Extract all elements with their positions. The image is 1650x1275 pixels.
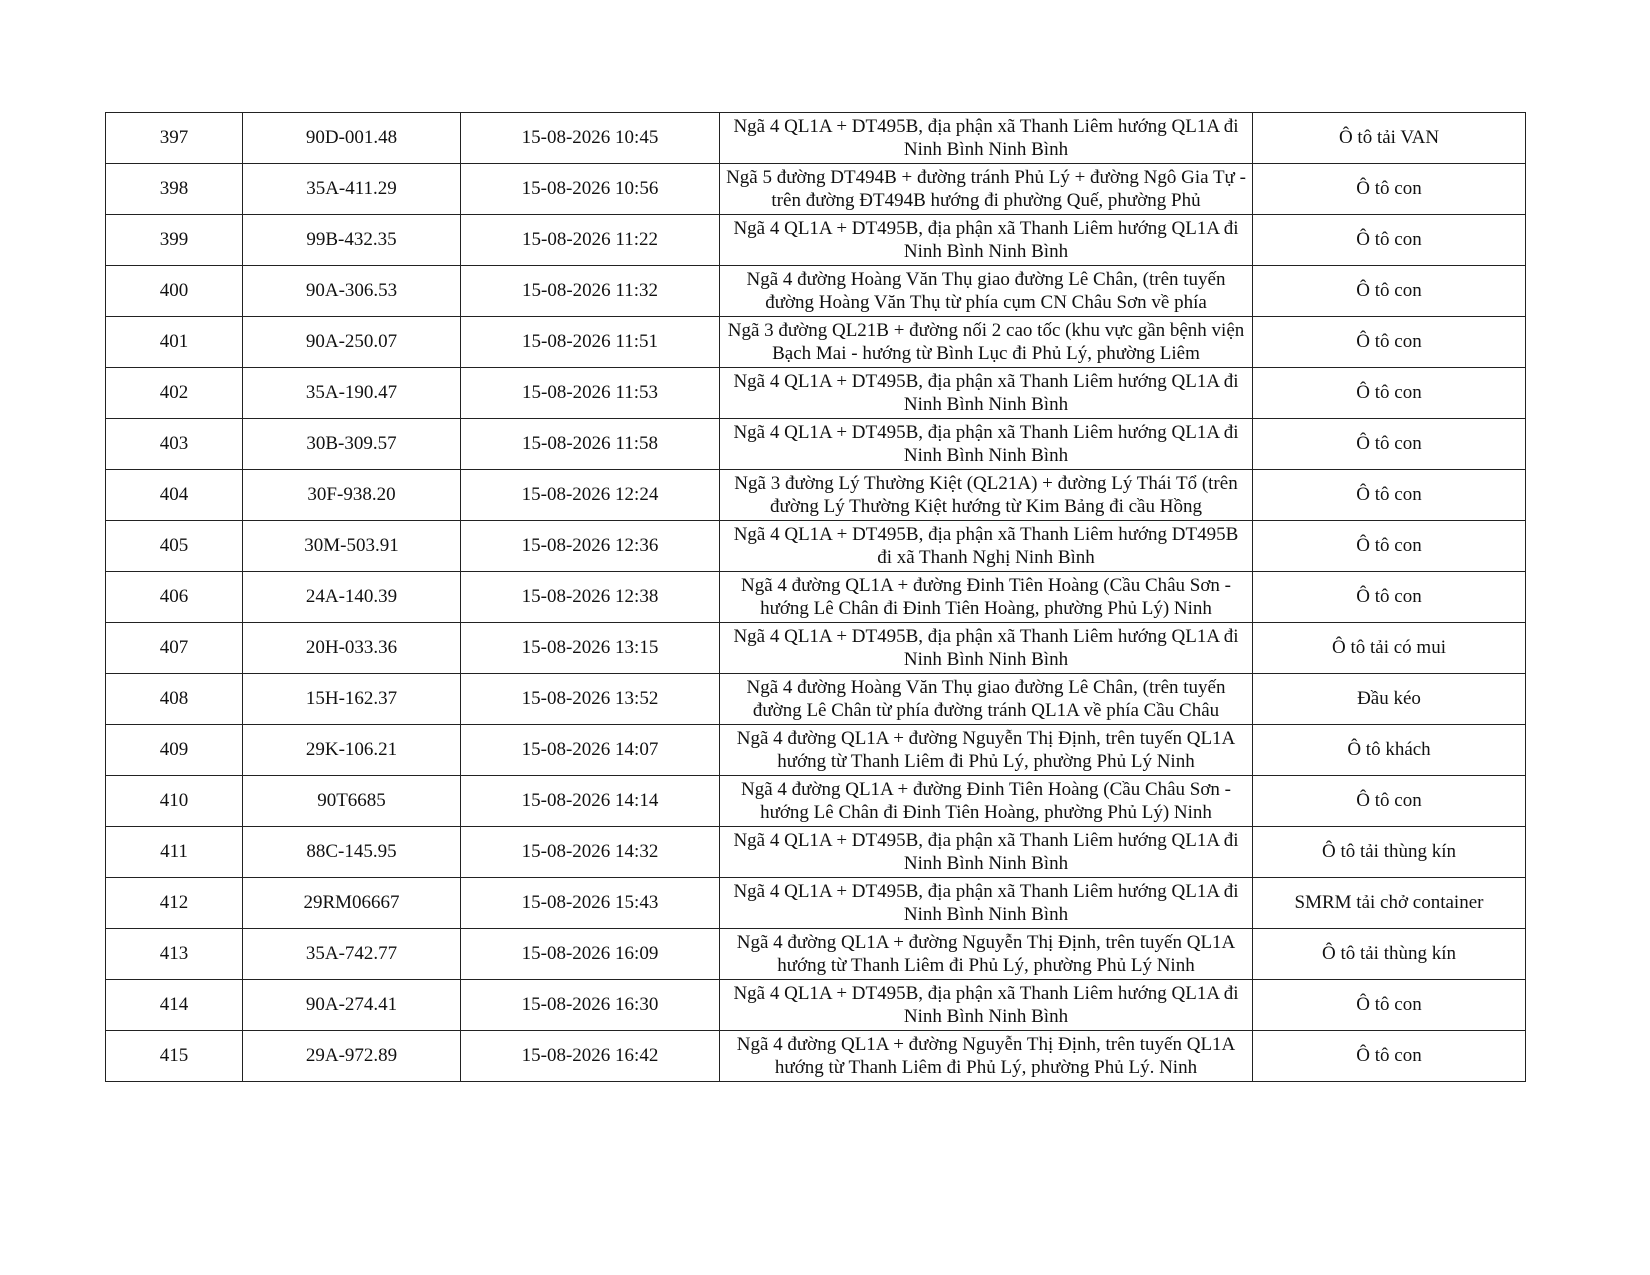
location-cell: [720, 980, 1253, 1031]
violation-time-cell: 15-08-2026 12:24: [461, 470, 720, 521]
row-number-cell: 402: [106, 368, 243, 419]
table-row: [106, 674, 1526, 725]
table-row: [106, 113, 1526, 164]
location-text: Ngã 4 QL1A + DT495B, địa phận xã Thanh Liêm hướng QL1A đi Ninh Bình Ninh Bình: [733, 626, 1239, 670]
table-row: [106, 827, 1526, 878]
table-row: [106, 980, 1526, 1031]
row-number-cell: 412: [106, 878, 243, 929]
license-plate-cell: 90A-250.07: [243, 317, 461, 368]
license-plate-cell: 20H-033.36: [243, 623, 461, 674]
vehicle-type-cell: Ô tô con: [1253, 419, 1526, 470]
location-text: Ngã 4 QL1A + DT495B, địa phận xã Thanh Liêm hướng QL1A đi Ninh Bình Ninh Bình: [733, 881, 1239, 925]
location-cell: [720, 113, 1253, 164]
location-cell: [720, 572, 1253, 623]
location-cell: [720, 929, 1253, 980]
location-cell: [720, 674, 1253, 725]
location-cell: [720, 266, 1253, 317]
vehicle-type-cell: Ô tô con: [1253, 1031, 1526, 1082]
license-plate-cell: 90A-274.41: [243, 980, 461, 1031]
location-text: Ngã 4 QL1A + DT495B, địa phận xã Thanh Liêm hướng QL1A đi Ninh Bình Ninh Bình: [733, 983, 1239, 1027]
vehicle-type-cell: Ô tô tải có mui: [1253, 623, 1526, 674]
row-number-cell: 408: [106, 674, 243, 725]
vehicle-type-cell: Ô tô con: [1253, 572, 1526, 623]
location-cell: [720, 215, 1253, 266]
row-number-cell: 407: [106, 623, 243, 674]
location-cell: [720, 878, 1253, 929]
violation-time-cell: 15-08-2026 14:07: [461, 725, 720, 776]
license-plate-cell: 29K-106.21: [243, 725, 461, 776]
license-plate-cell: 29RM06667: [243, 878, 461, 929]
table-row: [106, 470, 1526, 521]
license-plate-cell: 90D-001.48: [243, 113, 461, 164]
location-cell: [720, 368, 1253, 419]
location-text: Ngã 4 QL1A + DT495B, địa phận xã Thanh Liêm hướng QL1A đi Ninh Bình Ninh Bình: [733, 422, 1239, 466]
location-text: Ngã 4 đường QL1A + đường Đinh Tiên Hoàng (Cầu Châu Sơn - hướng Lê Chân đi Đinh Tiên Hoàng, phường Phủ Lý) Ninh: [740, 779, 1231, 823]
license-plate-cell: 90T6685: [243, 776, 461, 827]
license-plate-cell: 99B-432.35: [243, 215, 461, 266]
row-number-cell: 411: [106, 827, 243, 878]
table-row: [106, 368, 1526, 419]
license-plate-cell: 35A-190.47: [243, 368, 461, 419]
vehicle-type-cell: Ô tô khách: [1253, 725, 1526, 776]
violation-time-cell: 15-08-2026 15:43: [461, 878, 720, 929]
row-number-cell: 414: [106, 980, 243, 1031]
license-plate-cell: 24A-140.39: [243, 572, 461, 623]
violation-time-cell: 15-08-2026 13:52: [461, 674, 720, 725]
violation-time-cell: 15-08-2026 11:51: [461, 317, 720, 368]
row-number-cell: 398: [106, 164, 243, 215]
row-number-cell: 405: [106, 521, 243, 572]
location-cell: [720, 521, 1253, 572]
violation-time-cell: 15-08-2026 16:42: [461, 1031, 720, 1082]
license-plate-cell: 30F-938.20: [243, 470, 461, 521]
violation-time-cell: 15-08-2026 11:53: [461, 368, 720, 419]
row-number-cell: 413: [106, 929, 243, 980]
location-cell: [720, 419, 1253, 470]
location-text: Ngã 4 QL1A + DT495B, địa phận xã Thanh Liêm hướng QL1A đi Ninh Bình Ninh Bình: [733, 116, 1239, 160]
table-row: [106, 623, 1526, 674]
location-cell: [720, 164, 1253, 215]
license-plate-cell: 35A-742.77: [243, 929, 461, 980]
violation-time-cell: 15-08-2026 14:14: [461, 776, 720, 827]
location-cell: [720, 623, 1253, 674]
row-number-cell: 410: [106, 776, 243, 827]
violation-time-cell: 15-08-2026 11:58: [461, 419, 720, 470]
row-number-cell: 406: [106, 572, 243, 623]
location-text: Ngã 5 đường DT494B + đường tránh Phủ Lý + đường Ngô Gia Tự - trên đường ĐT494B hướng đi phường Quế, phường Phủ: [726, 167, 1246, 211]
location-text: Ngã 4 QL1A + DT495B, địa phận xã Thanh Liêm hướng QL1A đi Ninh Bình Ninh Bình: [733, 830, 1239, 874]
location-cell: [720, 317, 1253, 368]
row-number-cell: 400: [106, 266, 243, 317]
violation-time-cell: 15-08-2026 11:22: [461, 215, 720, 266]
location-cell: [720, 725, 1253, 776]
location-text: Ngã 4 đường QL1A + đường Đinh Tiên Hoàng (Cầu Châu Sơn - hướng Lê Chân đi Đinh Tiên Hoàng, phường Phủ Lý) Ninh: [740, 575, 1231, 619]
row-number-cell: 399: [106, 215, 243, 266]
license-plate-cell: 88C-145.95: [243, 827, 461, 878]
location-text: Ngã 4 đường QL1A + đường Nguyễn Thị Định, trên tuyến QL1A hướng từ Thanh Liêm đi Phủ Lý, phường Phủ Lý Ninh: [736, 728, 1236, 772]
location-text: Ngã 4 đường QL1A + đường Nguyễn Thị Định, trên tuyến QL1A hướng từ Thanh Liêm đi Phủ Lý, phường Phủ Lý Ninh: [736, 932, 1236, 976]
row-number-cell: 409: [106, 725, 243, 776]
license-plate-cell: 35A-411.29: [243, 164, 461, 215]
table-row: [106, 776, 1526, 827]
violation-time-cell: 15-08-2026 12:36: [461, 521, 720, 572]
location-text: Ngã 4 đường QL1A + đường Nguyễn Thị Định, trên tuyến QL1A hướng từ Thanh Liêm đi Phủ Lý, phường Phủ Lý. Ninh: [736, 1034, 1236, 1078]
vehicle-type-cell: Ô tô con: [1253, 164, 1526, 215]
violation-time-cell: 15-08-2026 13:15: [461, 623, 720, 674]
row-number-cell: 404: [106, 470, 243, 521]
table-row: [106, 266, 1526, 317]
vehicle-type-cell: Ô tô con: [1253, 470, 1526, 521]
location-text: Ngã 3 đường QL21B + đường nối 2 cao tốc (khu vực gần bệnh viện Bạch Mai - hướng từ Bình Lục đi Phủ Lý, phường Liêm: [727, 320, 1245, 364]
location-text: Ngã 4 QL1A + DT495B, địa phận xã Thanh Liêm hướng DT495B đi xã Thanh Nghị Ninh Bình: [733, 524, 1239, 568]
location-cell: [720, 1031, 1253, 1082]
vehicle-type-cell: Ô tô tải thùng kín: [1253, 929, 1526, 980]
row-number-cell: 401: [106, 317, 243, 368]
vehicle-type-cell: Ô tô con: [1253, 215, 1526, 266]
location-cell: [720, 827, 1253, 878]
license-plate-cell: 30M-503.91: [243, 521, 461, 572]
table-row: [106, 1031, 1526, 1082]
location-text: Ngã 4 QL1A + DT495B, địa phận xã Thanh Liêm hướng QL1A đi Ninh Bình Ninh Bình: [733, 218, 1239, 262]
vehicle-type-cell: Ô tô con: [1253, 317, 1526, 368]
table-row: [106, 215, 1526, 266]
vehicle-type-cell: Ô tô tải thùng kín: [1253, 827, 1526, 878]
license-plate-cell: 30B-309.57: [243, 419, 461, 470]
row-number-cell: 403: [106, 419, 243, 470]
table-row: [106, 929, 1526, 980]
violation-time-cell: 15-08-2026 16:09: [461, 929, 720, 980]
table-row: [106, 419, 1526, 470]
vehicle-type-cell: Ô tô con: [1253, 521, 1526, 572]
license-plate-cell: 29A-972.89: [243, 1031, 461, 1082]
table-row: [106, 725, 1526, 776]
vehicle-type-cell: Ô tô con: [1253, 776, 1526, 827]
license-plate-cell: 90A-306.53: [243, 266, 461, 317]
violation-time-cell: 15-08-2026 12:38: [461, 572, 720, 623]
location-text: Ngã 3 đường Lý Thường Kiệt (QL21A) + đường Lý Thái Tổ (trên đường Lý Thường Kiệt hướng từ Kim Bảng đi cầu Hồng: [734, 473, 1238, 517]
vehicle-type-cell: Ô tô con: [1253, 368, 1526, 419]
vehicle-type-cell: Ô tô con: [1253, 266, 1526, 317]
location-cell: [720, 776, 1253, 827]
location-cell: [720, 470, 1253, 521]
vehicle-type-cell: Ô tô con: [1253, 980, 1526, 1031]
location-text: Ngã 4 đường Hoàng Văn Thụ giao đường Lê Chân, (trên tuyến đường Hoàng Văn Thụ từ phía cụm CN Châu Sơn về phía: [746, 269, 1226, 313]
violations-table: [105, 112, 1526, 1082]
table-row: [106, 317, 1526, 368]
violation-time-cell: 15-08-2026 11:32: [461, 266, 720, 317]
vehicle-type-cell: Đầu kéo: [1253, 674, 1526, 725]
table-row: [106, 164, 1526, 215]
license-plate-cell: 15H-162.37: [243, 674, 461, 725]
violation-time-cell: 15-08-2026 14:32: [461, 827, 720, 878]
violation-time-cell: 15-08-2026 16:30: [461, 980, 720, 1031]
violation-time-cell: 15-08-2026 10:56: [461, 164, 720, 215]
table-row: [106, 878, 1526, 929]
vehicle-type-cell: SMRM tải chở container: [1253, 878, 1526, 929]
row-number-cell: 415: [106, 1031, 243, 1082]
table-row: [106, 521, 1526, 572]
vehicle-type-cell: Ô tô tải VAN: [1253, 113, 1526, 164]
location-text: Ngã 4 đường Hoàng Văn Thụ giao đường Lê Chân, (trên tuyến đường Lê Chân từ phía đường tránh QL1A về phía Cầu Châu: [746, 677, 1226, 721]
violations-table-body: [106, 113, 1526, 1082]
violation-time-cell: 15-08-2026 10:45: [461, 113, 720, 164]
table-row: [106, 572, 1526, 623]
location-text: Ngã 4 QL1A + DT495B, địa phận xã Thanh Liêm hướng QL1A đi Ninh Bình Ninh Bình: [733, 371, 1239, 415]
row-number-cell: 397: [106, 113, 243, 164]
